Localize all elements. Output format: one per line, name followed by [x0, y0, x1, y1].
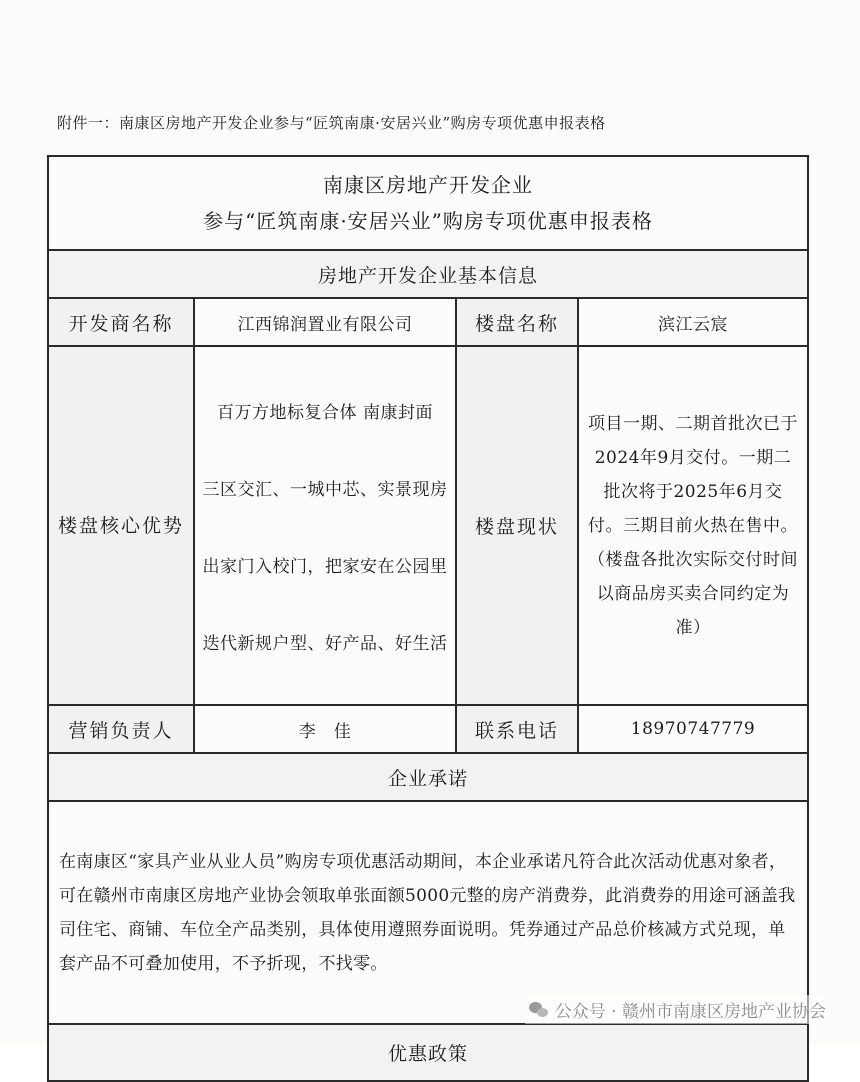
- phone-value: 18970747779: [578, 705, 808, 753]
- core-advantage-value: [194, 346, 456, 705]
- project-label: 楼盘名称: [456, 298, 578, 346]
- project-value: 滨江云宸: [578, 298, 808, 346]
- marketing-lead-value: 李 佳: [194, 705, 456, 753]
- core-advantage-item: 三区交汇、一城中芯、实景现房: [202, 479, 448, 500]
- form-title-line-2: 参与“匠筑南康·安居兴业”购房专项优惠申报表格: [203, 209, 653, 233]
- watermark-text: 公众号 · 赣州市南康区房地产业协会: [554, 1002, 826, 1022]
- phone-label: 联系电话: [456, 705, 578, 753]
- watermark: [525, 995, 830, 1024]
- commitment-text: 在南康区“家具产业从业人员”购房专项优惠活动期间，本企业承诺凡符合此次活动优惠对象者，可在赣州市南康区房地产业协会领取单张面额5000元整的房产消费券，此消费券的用途可涵盖我司住宅、商铺、车位全产品类别，具体使用遵照券面说明。凭券通过产品总价核减方式兑现，单套产品不可叠加使用，不予折现，不找零。: [48, 801, 808, 1024]
- core-advantage-item: 迭代新规户型、好产品、好生活: [202, 633, 448, 654]
- status-label: 楼盘现状: [456, 346, 578, 705]
- developer-value: 江西锦润置业有限公司: [194, 298, 456, 346]
- form-title-line-1: 南康区房地产开发企业: [323, 173, 533, 197]
- core-advantage-item: 出家门入校门，把家安在公园里: [202, 556, 448, 577]
- core-advantage-label: 楼盘核心优势: [48, 346, 194, 705]
- marketing-lead-label: 营销负责人: [48, 705, 194, 753]
- developer-label: 开发商名称: [48, 298, 194, 346]
- section-policy: 优惠政策: [48, 1024, 808, 1081]
- status-value: 项目一期、二期首批次已于2024年9月交付。一期二批次将于2025年6月交付。三期目前火热在售中。（楼盘各批次实际交付时间以商品房买卖合同约定为准）: [578, 346, 808, 705]
- form-title: [48, 156, 808, 250]
- section-commitment: 企业承诺: [48, 753, 808, 801]
- wechat-icon: [529, 1001, 549, 1019]
- application-form: [47, 155, 809, 1082]
- attachment-title: 附件一：南康区房地产开发企业参与“匠筑南康·安居兴业”购房专项优惠申报表格: [57, 114, 606, 132]
- section-basic-info: 房地产开发企业基本信息: [48, 250, 808, 298]
- core-advantage-item: 百万方地标复合体 南康封面: [217, 402, 433, 423]
